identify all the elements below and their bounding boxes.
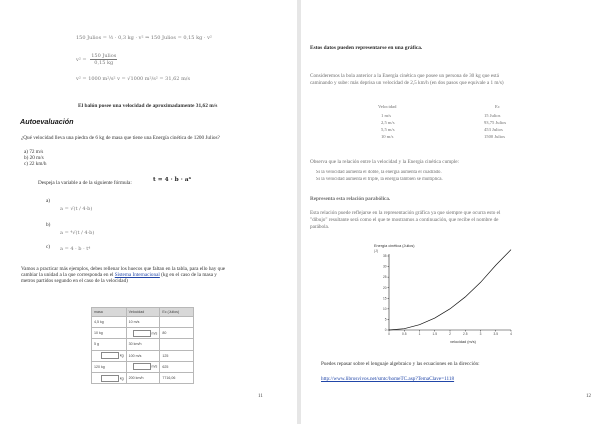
- x-tick-label: 2: [449, 332, 451, 336]
- cell-velocity: 200 km/h: [126, 372, 160, 383]
- table-row: [92, 361, 194, 372]
- x-tick-label: 4: [510, 332, 512, 336]
- header-energy: Ec (Julios): [160, 308, 194, 317]
- cell-mass-input[interactable]: [92, 372, 127, 383]
- equation-line-1: 150 Julios = ½ · 0,3 kg · v² ⇒ 150 Julios = 0,15 kg · v²: [76, 35, 212, 41]
- input-box[interactable]: [101, 375, 119, 382]
- table-row: [92, 350, 194, 361]
- cell-mass: 4,5 kg: [92, 317, 127, 328]
- fraction-denominator: 0,15 kg: [94, 60, 114, 66]
- bullet-item: Si la velocidad aumenta el doble, la energía aumenta el cuadrado.: [316, 170, 442, 175]
- cell-energy: 625: [160, 361, 194, 372]
- result-statement: El balón posee una velocidad de aproximadamente 31,62 m/s: [78, 103, 218, 109]
- section-title: Estos datos pueden representarse en una gráfica.: [310, 45, 423, 51]
- chart-axes: [389, 254, 511, 330]
- cell-energy-input[interactable]: [160, 317, 194, 328]
- exercise-table: [91, 307, 194, 384]
- fraction-numerator: 150 Julios: [91, 53, 117, 59]
- intro-line-1: Consideremos la bola anterior a la Energía cinética que posee un persona de 30 kg que está: [310, 73, 499, 79]
- left-page: [0, 0, 297, 424]
- reference-link[interactable]: http://www.librosvivos.net/smtc/homeTC.asp?TemaClave=1118: [321, 376, 455, 382]
- data-energy: 15 Julios: [484, 113, 501, 118]
- col-header-energy: Ec: [495, 104, 500, 109]
- bullet-item: Si la velocidad aumenta el triple, la energía también se multiplica.: [316, 177, 443, 182]
- table-row: [92, 339, 194, 350]
- chart-ticks: [383, 254, 512, 336]
- answer-option-c: c) 22 km/h: [24, 161, 47, 167]
- data-energy: 1500 Julios: [484, 134, 506, 139]
- cell-energy: 125: [160, 350, 194, 361]
- equation-lhs: v² =: [76, 57, 87, 63]
- right-page: [301, 0, 600, 424]
- choice-label-b: b): [46, 222, 51, 228]
- review-text: Puedes repasar sobre el lenguaje algebraico y las ecuaciones en la dirección:: [321, 361, 480, 367]
- unit: kg: [119, 375, 124, 380]
- data-velocity: 2,5 m/s: [381, 120, 395, 125]
- practice-line-1: Vamos a practicar más ejemplos, debes rellenar los huecos que faltan en la tabla, para ello hay que: [21, 266, 226, 272]
- header-mass: masa: [92, 308, 127, 317]
- page-number-left: 11: [258, 394, 263, 399]
- chart-title: Energía cinética (Julios): [374, 244, 415, 248]
- practice-line-2-text: cambiar la unidad a la que corresponda en el: [21, 272, 114, 278]
- y-tick-label: 5: [384, 317, 387, 322]
- col-header-velocity: Velocidad: [378, 104, 397, 109]
- input-box[interactable]: [133, 363, 151, 370]
- x-tick-label: 3: [479, 332, 482, 336]
- unit: m/s: [151, 331, 158, 336]
- choice-label-c: c): [46, 244, 51, 250]
- choice-label-a: a): [46, 198, 51, 204]
- cell-energy-input[interactable]: [160, 339, 194, 350]
- cell-velocity-input[interactable]: [126, 328, 160, 339]
- relation-line-3: parábola.: [310, 224, 330, 230]
- cell-velocity-input[interactable]: [126, 361, 160, 372]
- section-heading: Autoevaluación: [20, 117, 74, 126]
- x-tick-label: 1: [418, 332, 421, 336]
- cell-velocity: 10 m/s: [126, 317, 160, 328]
- practice-line-2-tail: (kg en el caso de la masa y: [161, 272, 217, 278]
- table-row: [92, 317, 194, 328]
- equation-line-3: v² = 1000 m²/s² v = √1000 m²/s² = 31,62 m/s: [76, 76, 191, 82]
- si-link[interactable]: Sistema Internacional: [114, 272, 160, 278]
- x-tick-label: 0.5: [402, 332, 407, 336]
- relation-heading: Representa esta relación parabólica.: [310, 196, 391, 202]
- cell-energy: 80: [160, 328, 194, 339]
- answer-option-a: a) 72 m/s: [24, 149, 44, 155]
- choice-formula-b: a = ⁴√(t / 4·b): [60, 230, 95, 236]
- x-tick-label: 2.5: [463, 332, 468, 336]
- observation-text: Observa que la relación entre la velocidad y la Energía cinética cumple:: [310, 159, 459, 165]
- y-tick-label: 10: [382, 306, 387, 311]
- practice-line-3: metros partidos segundo en el caso de la velocidad): [21, 278, 128, 284]
- cell-energy: 7716,06: [160, 372, 194, 383]
- data-velocity: 5,5 m/s: [381, 127, 395, 132]
- table-row: [92, 372, 194, 383]
- chart-y-unit: (J): [374, 249, 378, 253]
- data-velocity: 1 m/s: [381, 113, 392, 118]
- chart-x-label: velocidad (m/s): [450, 340, 476, 344]
- cell-velocity: 100 m/s: [126, 350, 160, 361]
- choice-formula-c: a = 4 · b · t⁴: [60, 246, 91, 252]
- solve-instruction: Despeja la variable a de la siguiente fórmula:: [38, 180, 132, 186]
- cell-mass: 120 kg: [92, 361, 127, 372]
- equation-line-2: [76, 53, 117, 66]
- cell-mass: 5 g: [92, 339, 127, 350]
- cell-mass-input[interactable]: [92, 350, 127, 361]
- answer-option-b: b) 20 m/s: [24, 155, 44, 161]
- cell-velocity: 30 km/h: [126, 339, 160, 350]
- data-velocity: 10 m/s: [381, 134, 394, 139]
- input-box[interactable]: [101, 352, 119, 359]
- x-tick-label: 1.5: [432, 332, 437, 336]
- choice-formula-a: a = √(t / 4·b): [60, 206, 93, 212]
- page-number-right: 12: [586, 394, 591, 399]
- cell-mass: 10 kg: [92, 328, 127, 339]
- unit: kg: [119, 353, 124, 358]
- x-tick-label: 3.5: [493, 332, 498, 336]
- fraction: [90, 53, 117, 66]
- header-velocity: Velocidad: [126, 308, 160, 317]
- relation-line-1: Esta relación puede reflejarse en la representación gráfica ya que siempre que ocurra esto el: [310, 210, 501, 216]
- question-text: ¿Qué velocidad lleva una piedra de 6 kg de masa que tiene una Energía cinética de 1200 Julios?: [21, 135, 220, 141]
- y-tick-label: 30: [382, 264, 387, 269]
- data-energy: 93,75 Julios: [484, 120, 507, 125]
- data-energy: 453 Julios: [484, 127, 503, 132]
- energy-chart: [371, 240, 521, 350]
- unit: m/s: [151, 364, 158, 369]
- table-header-row: [92, 308, 194, 317]
- input-box[interactable]: [133, 330, 151, 337]
- y-tick-label: 0: [384, 328, 387, 333]
- formula: t = 4 · b · a⁴: [153, 177, 192, 183]
- series-line-ec: [389, 250, 511, 330]
- y-tick-label: 25: [382, 275, 387, 280]
- relation-line-2: "dibujo" resultante será como el que te mostramos a continuación, que recibe el nombre de: [310, 217, 499, 223]
- y-tick-label: 15: [382, 296, 387, 301]
- y-tick-label: 20: [382, 285, 387, 290]
- table-row: [92, 328, 194, 339]
- y-tick-label: 35: [382, 254, 387, 259]
- x-tick-label: 0: [388, 332, 390, 336]
- intro-line-2: caminando y sube: más deprisa un velocidad de 2,5 km/h (en dos pasos que equivale a 1 m/s): [310, 80, 504, 86]
